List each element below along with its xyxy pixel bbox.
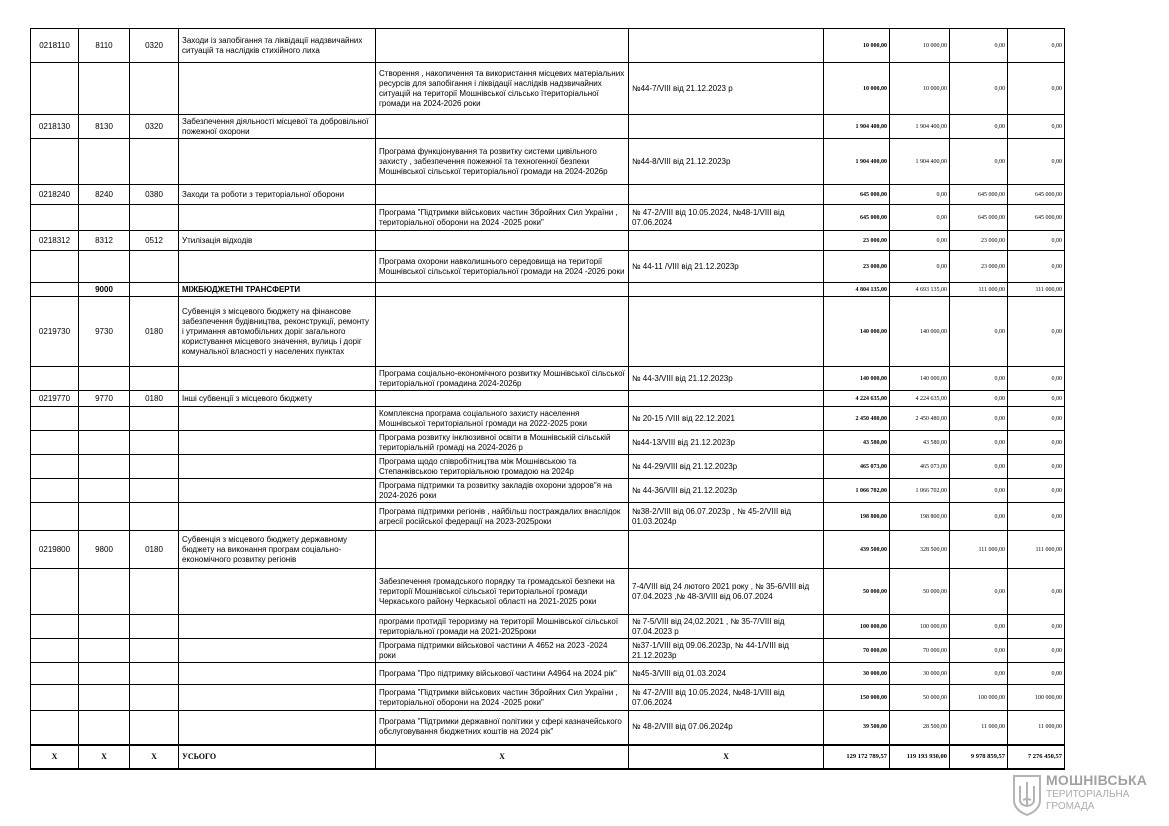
code-cell <box>31 251 79 283</box>
development-cell: 0,00 <box>1008 115 1065 139</box>
development-cell: 645 000,00 <box>1008 205 1065 231</box>
func-cell <box>79 711 130 745</box>
kfk-cell: 0180 <box>130 391 179 407</box>
budget-item-row <box>31 531 1065 569</box>
func-cell: 9770 <box>79 391 130 407</box>
name-cell <box>179 455 376 479</box>
development-cell: 0,00 <box>1008 503 1065 531</box>
community-logo-watermark <box>1012 772 1162 820</box>
budget-item-row <box>31 391 1065 407</box>
total-cell: 198 800,00 <box>824 503 890 531</box>
name-cell: Утилізація відходів <box>179 231 376 251</box>
func-cell: 8110 <box>79 29 130 63</box>
name-cell: Заходи та роботи з територіальної оборони <box>179 185 376 205</box>
special-cell: 0,00 <box>950 431 1008 455</box>
development-cell: 0,00 <box>1008 139 1065 185</box>
watermark-line3: ГРОМАДА <box>1046 801 1095 812</box>
program-row <box>31 479 1065 503</box>
func-cell <box>79 455 130 479</box>
code-cell: 0219730 <box>31 297 79 367</box>
development-cell: 0,00 <box>1008 569 1065 615</box>
program-row <box>31 615 1065 639</box>
general-cell: 1 904 400,00 <box>890 139 950 185</box>
special-cell: 11 000,00 <box>950 711 1008 745</box>
name-cell <box>179 479 376 503</box>
decision-cell: № 7-5/VIII від 24,02.2021 , № 35-7/VIII від 07.04.2023 р <box>629 615 824 639</box>
func-cell: 8312 <box>79 231 130 251</box>
special-cell: 111 000,00 <box>950 283 1008 297</box>
budget-item-row <box>31 29 1065 63</box>
special-cell: 0,00 <box>950 407 1008 431</box>
kfk-cell <box>130 139 179 185</box>
name-cell <box>179 685 376 711</box>
special-cell: 0,00 <box>950 479 1008 503</box>
code-cell <box>31 407 79 431</box>
decision-cell: №44-13/VIII від 21.12.2023р <box>629 431 824 455</box>
total-cell: 1 904 400,00 <box>824 139 890 185</box>
development-cell: 0,00 <box>1008 639 1065 663</box>
development-cell: 0,00 <box>1008 367 1065 391</box>
general-cell: 0,00 <box>890 251 950 283</box>
name-cell <box>179 639 376 663</box>
development-cell: 0,00 <box>1008 29 1065 63</box>
name-cell: Субвенція з місцевого бюджету на фінансове забезпечення будівництва, реконструкції, ремонту і утримання автомобільних доріг загального користування місцевого значення, вулиць і доріг комунальної власності у населених пунктах <box>179 297 376 367</box>
program-row <box>31 569 1065 615</box>
func-cell: 9800 <box>79 531 130 569</box>
development-cell: 0,00 <box>1008 391 1065 407</box>
general-cell: 50 000,00 <box>890 685 950 711</box>
func-cell <box>79 479 130 503</box>
func-cell <box>79 251 130 283</box>
program-row <box>31 455 1065 479</box>
general-cell: 100 000,00 <box>890 615 950 639</box>
name-cell <box>179 205 376 231</box>
general-cell: 4 693 135,00 <box>890 283 950 297</box>
general-cell: 1 066 702,00 <box>890 479 950 503</box>
program-cell: Програма "Підтримки військових частин Збройних Сил України , територіальної оборони на 2024 -2025 роки" <box>376 685 629 711</box>
special-cell: 0,00 <box>950 391 1008 407</box>
kfk-cell: 0320 <box>130 29 179 63</box>
name-cell <box>179 251 376 283</box>
code-cell <box>31 503 79 531</box>
program-cell <box>376 185 629 205</box>
code-cell <box>31 205 79 231</box>
decision-cell <box>629 231 824 251</box>
decision-cell: № 44-3/VIII від 21.12.2023р <box>629 367 824 391</box>
program-cell <box>376 283 629 297</box>
name-cell <box>179 431 376 455</box>
development-cell: 100 000,00 <box>1008 685 1065 711</box>
total-cell: 140 000,00 <box>824 367 890 391</box>
total-cell: 30 000,00 <box>824 663 890 685</box>
func-cell <box>79 569 130 615</box>
func-cell <box>79 663 130 685</box>
decision-cell: № 44-36/VIII від 21.12.2023р <box>629 479 824 503</box>
program-cell: програми протидії тероризму на території Мошнівської сільської територіальної громади на 2021-2025роки <box>376 615 629 639</box>
special-cell: 111 000,00 <box>950 531 1008 569</box>
func-cell <box>79 503 130 531</box>
program-cell <box>376 531 629 569</box>
kfk-cell <box>130 663 179 685</box>
general-cell: 328 500,00 <box>890 531 950 569</box>
general-cell: 70 000,00 <box>890 639 950 663</box>
decision-cell <box>629 531 824 569</box>
total-cell: 4 224 635,00 <box>824 391 890 407</box>
kfk-cell <box>130 367 179 391</box>
total-cell: 23 000,00 <box>824 251 890 283</box>
total-kfk-cell: X <box>130 745 179 769</box>
name-cell: Забезпечення діяльності місцевої та добровільної пожежної охорони <box>179 115 376 139</box>
program-cell: Створення , накопичення та використання місцевих матеріальних ресурсів для запобігання і ліквідації наслідків надзвичайних ситуацій на території Мошнівської сільсько їтериторіальної громади на 2024-2026 роки <box>376 63 629 115</box>
name-cell <box>179 63 376 115</box>
program-cell: Програма щодо співробітництва між Мошнівською та Степанківською територіальною громадою на 2024р <box>376 455 629 479</box>
watermark-line1: МОШНІВСЬКА <box>1046 772 1148 788</box>
kfk-cell: 0320 <box>130 115 179 139</box>
total-general-cell: 119 193 930,00 <box>890 745 950 769</box>
total-cell: 645 000,00 <box>824 185 890 205</box>
decision-cell <box>629 29 824 63</box>
decision-cell <box>629 185 824 205</box>
program-row <box>31 685 1065 711</box>
code-cell <box>31 663 79 685</box>
name-cell <box>179 407 376 431</box>
development-cell: 0,00 <box>1008 455 1065 479</box>
development-cell: 111 000,00 <box>1008 283 1065 297</box>
code-cell: 0218130 <box>31 115 79 139</box>
total-cell: 43 580,00 <box>824 431 890 455</box>
total-program-cell: X <box>376 745 629 769</box>
total-cell: 1 066 702,00 <box>824 479 890 503</box>
decision-cell <box>629 115 824 139</box>
program-cell: Програма "Підтримки військових частин Збройних Сил України , територіальної оборони на 2024 -2025 роки" <box>376 205 629 231</box>
total-cell: 100 000,00 <box>824 615 890 639</box>
development-cell: 0,00 <box>1008 231 1065 251</box>
special-cell: 100 000,00 <box>950 685 1008 711</box>
total-cell: 1 904 400,00 <box>824 115 890 139</box>
func-cell: 9000 <box>79 283 130 297</box>
program-cell <box>376 115 629 139</box>
budget-item-row <box>31 231 1065 251</box>
func-cell <box>79 367 130 391</box>
budget-item-row <box>31 115 1065 139</box>
name-cell <box>179 139 376 185</box>
kfk-cell <box>130 569 179 615</box>
special-cell: 0,00 <box>950 569 1008 615</box>
kfk-cell <box>130 711 179 745</box>
name-cell: МІЖБЮДЖЕТНІ ТРАНСФЕРТИ <box>179 283 376 297</box>
program-row <box>31 639 1065 663</box>
special-cell: 0,00 <box>950 455 1008 479</box>
budget-item-row <box>31 297 1065 367</box>
kfk-cell <box>130 639 179 663</box>
program-row <box>31 663 1065 685</box>
total-cell: 23 000,00 <box>824 231 890 251</box>
code-cell <box>31 685 79 711</box>
code-cell <box>31 639 79 663</box>
decision-cell: №44-8/VIII від 21.12.2023р <box>629 139 824 185</box>
decision-cell <box>629 297 824 367</box>
trident-emblem-icon <box>1012 774 1042 816</box>
budget-programs-table <box>30 28 1065 770</box>
kfk-cell: 0180 <box>130 531 179 569</box>
code-cell <box>31 367 79 391</box>
code-cell: 0218240 <box>31 185 79 205</box>
program-cell: Забезпечення громадського порядку та громадської безпеки на території Мошнівської сільської територіальної громади Черкаського району Черкаської області на 2021-2025 роки <box>376 569 629 615</box>
program-row <box>31 205 1065 231</box>
general-cell: 140 000,00 <box>890 367 950 391</box>
development-cell: 0,00 <box>1008 251 1065 283</box>
development-cell: 0,00 <box>1008 663 1065 685</box>
decision-cell: № 20-15 /VIII від 22.12.2021 <box>629 407 824 431</box>
total-cell: 10 000,00 <box>824 63 890 115</box>
total-development-cell: 7 276 450,57 <box>1008 745 1065 769</box>
total-cell: 645 000,00 <box>824 205 890 231</box>
total-func-cell: X <box>79 745 130 769</box>
kfk-cell <box>130 205 179 231</box>
program-row <box>31 367 1065 391</box>
total-name-cell: УСЬОГО <box>179 745 376 769</box>
kfk-cell <box>130 503 179 531</box>
func-cell <box>79 431 130 455</box>
name-cell <box>179 569 376 615</box>
code-cell: 0219800 <box>31 531 79 569</box>
program-cell <box>376 391 629 407</box>
program-cell: Програма підтримки військової частини А 4652 на 2023 -2024 роки <box>376 639 629 663</box>
special-cell: 0,00 <box>950 367 1008 391</box>
special-cell: 0,00 <box>950 115 1008 139</box>
general-cell: 43 580,00 <box>890 431 950 455</box>
func-cell: 8130 <box>79 115 130 139</box>
decision-cell: № 44-11 /VIII від 21.12.2023р <box>629 251 824 283</box>
program-cell: Програма охорони навколишнього середовища на території Мошнівської сільської територіальної громади на 2024 -2026 роки <box>376 251 629 283</box>
general-cell: 0,00 <box>890 185 950 205</box>
program-row <box>31 63 1065 115</box>
program-cell <box>376 231 629 251</box>
decision-cell: № 44-29/VIII від 21.12.2023р <box>629 455 824 479</box>
program-row <box>31 251 1065 283</box>
special-cell: 0,00 <box>950 503 1008 531</box>
program-row <box>31 431 1065 455</box>
program-cell <box>376 297 629 367</box>
kfk-cell: 0380 <box>130 185 179 205</box>
general-cell: 465 073,00 <box>890 455 950 479</box>
decision-cell: 7-4/VIII від 24 лютого 2021 року , № 35-6/VIII від 07.04.2023 ,№ 48-3/VIII від 06.07.2024 <box>629 569 824 615</box>
func-cell <box>79 685 130 711</box>
development-cell: 0,00 <box>1008 479 1065 503</box>
total-cell: 10 000,00 <box>824 29 890 63</box>
decision-cell: №37-1/VIII від 09.06.2023р, № 44-1/VIII від 21.12.2023р <box>629 639 824 663</box>
func-cell <box>79 63 130 115</box>
development-cell: 11 000,00 <box>1008 711 1065 745</box>
program-cell: Програма соціально-економічного розвитку Мошнівської сільської територіальної громадина 2024-2026р <box>376 367 629 391</box>
name-cell <box>179 615 376 639</box>
decision-cell: №38-2/VIII від 06.07.2023р , № 45-2/VIII від 01.03.2024р <box>629 503 824 531</box>
total-cell: 50 000,00 <box>824 569 890 615</box>
total-cell: 70 000,00 <box>824 639 890 663</box>
code-cell <box>31 615 79 639</box>
development-cell: 0,00 <box>1008 407 1065 431</box>
kfk-cell <box>130 407 179 431</box>
special-cell: 0,00 <box>950 139 1008 185</box>
program-cell: Програма підтримки та розвитку закладів охорони здоров"я на 2024-2026 роки <box>376 479 629 503</box>
total-special-cell: 9 978 859,57 <box>950 745 1008 769</box>
development-cell: 111 000,00 <box>1008 531 1065 569</box>
special-cell: 0,00 <box>950 615 1008 639</box>
code-cell <box>31 431 79 455</box>
development-cell: 645 000,00 <box>1008 185 1065 205</box>
kfk-cell <box>130 431 179 455</box>
kfk-cell: 0512 <box>130 231 179 251</box>
code-cell: 0218110 <box>31 29 79 63</box>
name-cell <box>179 367 376 391</box>
decision-cell <box>629 391 824 407</box>
section-row <box>31 283 1065 297</box>
general-cell: 198 800,00 <box>890 503 950 531</box>
program-row <box>31 503 1065 531</box>
kfk-cell <box>130 685 179 711</box>
code-cell <box>31 455 79 479</box>
general-cell: 140 000,00 <box>890 297 950 367</box>
name-cell <box>179 663 376 685</box>
general-cell: 28 500,00 <box>890 711 950 745</box>
program-row <box>31 407 1065 431</box>
development-cell: 0,00 <box>1008 431 1065 455</box>
kfk-cell: 0180 <box>130 297 179 367</box>
special-cell: 0,00 <box>950 63 1008 115</box>
program-row <box>31 711 1065 745</box>
general-cell: 10 000,00 <box>890 63 950 115</box>
special-cell: 0,00 <box>950 297 1008 367</box>
special-cell: 23 000,00 <box>950 251 1008 283</box>
code-cell <box>31 63 79 115</box>
general-cell: 50 000,00 <box>890 569 950 615</box>
func-cell: 8240 <box>79 185 130 205</box>
general-cell: 4 224 635,00 <box>890 391 950 407</box>
general-cell: 30 000,00 <box>890 663 950 685</box>
total-cell: 465 073,00 <box>824 455 890 479</box>
general-cell: 0,00 <box>890 231 950 251</box>
budget-item-row <box>31 185 1065 205</box>
total-decision-cell: X <box>629 745 824 769</box>
total-code-cell: X <box>31 745 79 769</box>
program-cell: Програма розвитку інклюзивної освіти в Мошнівській сільській територіальній громаді на 2024-2026 р <box>376 431 629 455</box>
code-cell: 0218312 <box>31 231 79 251</box>
code-cell <box>31 283 79 297</box>
program-cell <box>376 29 629 63</box>
kfk-cell <box>130 283 179 297</box>
decision-cell: №45-3/VIII від 01.03.2024 <box>629 663 824 685</box>
program-cell: Програма функціонування та розвитку системи цивільного захисту , забезпечення пожежної та техногенної безпеки Мошнівської сільської територіальної громади на 2024-2026р <box>376 139 629 185</box>
program-cell: Програма "Підтримки державної політики у сфері казначейського обслуговування бюджетних коштів на 2024 рік" <box>376 711 629 745</box>
func-cell <box>79 139 130 185</box>
development-cell: 0,00 <box>1008 615 1065 639</box>
general-cell: 1 904 400,00 <box>890 115 950 139</box>
decision-cell: № 48-2/VIII від 07.06.2024р <box>629 711 824 745</box>
program-row <box>31 139 1065 185</box>
func-cell: 9730 <box>79 297 130 367</box>
development-cell: 0,00 <box>1008 63 1065 115</box>
decision-cell <box>629 283 824 297</box>
special-cell: 645 000,00 <box>950 185 1008 205</box>
general-cell: 2 450 480,00 <box>890 407 950 431</box>
total-cell: 150 000,00 <box>824 685 890 711</box>
func-cell <box>79 407 130 431</box>
special-cell: 0,00 <box>950 639 1008 663</box>
program-cell: Комплексна програма соціального захисту населення Мошнівської територіальної громади на 2022-2025 роки <box>376 407 629 431</box>
total-cell: 4 804 135,00 <box>824 283 890 297</box>
total-row <box>31 745 1065 769</box>
kfk-cell <box>130 479 179 503</box>
code-cell <box>31 479 79 503</box>
func-cell <box>79 615 130 639</box>
general-cell: 0,00 <box>890 205 950 231</box>
special-cell: 0,00 <box>950 663 1008 685</box>
program-cell: Програма підтримки регіонів , найбільш постраждалих внаслідок агресії російської федерації на 2023-2025роки <box>376 503 629 531</box>
code-cell <box>31 139 79 185</box>
name-cell: Заходи із запобігання та ліквідації надзвичайних ситуацій та наслідків стихійного лиха <box>179 29 376 63</box>
name-cell <box>179 503 376 531</box>
watermark-line2: ТЕРИТОРІАЛЬНА <box>1046 789 1130 800</box>
decision-cell: № 47-2/VIII від 10.05.2024, №48-1/VIII від 07.06.2024 <box>629 685 824 711</box>
total-cell: 140 000,00 <box>824 297 890 367</box>
kfk-cell <box>130 251 179 283</box>
development-cell: 0,00 <box>1008 297 1065 367</box>
func-cell <box>79 639 130 663</box>
kfk-cell <box>130 63 179 115</box>
total-cell: 439 500,00 <box>824 531 890 569</box>
code-cell <box>31 569 79 615</box>
total-total-cell: 129 172 789,57 <box>824 745 890 769</box>
name-cell <box>179 711 376 745</box>
program-cell: Програма "Про підтримку військової частини А4964 на 2024 рік" <box>376 663 629 685</box>
kfk-cell <box>130 615 179 639</box>
kfk-cell <box>130 455 179 479</box>
decision-cell: №44-7/VIII від 21.12.2023 р <box>629 63 824 115</box>
total-cell: 39 500,00 <box>824 711 890 745</box>
general-cell: 10 000,00 <box>890 29 950 63</box>
special-cell: 23 000,00 <box>950 231 1008 251</box>
special-cell: 645 000,00 <box>950 205 1008 231</box>
func-cell <box>79 205 130 231</box>
total-cell: 2 450 480,00 <box>824 407 890 431</box>
code-cell: 0219770 <box>31 391 79 407</box>
code-cell <box>31 711 79 745</box>
name-cell: Інші субвенції з місцевого бюджету <box>179 391 376 407</box>
name-cell: Субвенція з місцевого бюджету державному бюджету на виконання програм соціально-економічного розвитку регіонів <box>179 531 376 569</box>
special-cell: 0,00 <box>950 29 1008 63</box>
decision-cell: № 47-2/VIII від 10.05.2024, №48-1/VIII від 07.06.2024 <box>629 205 824 231</box>
